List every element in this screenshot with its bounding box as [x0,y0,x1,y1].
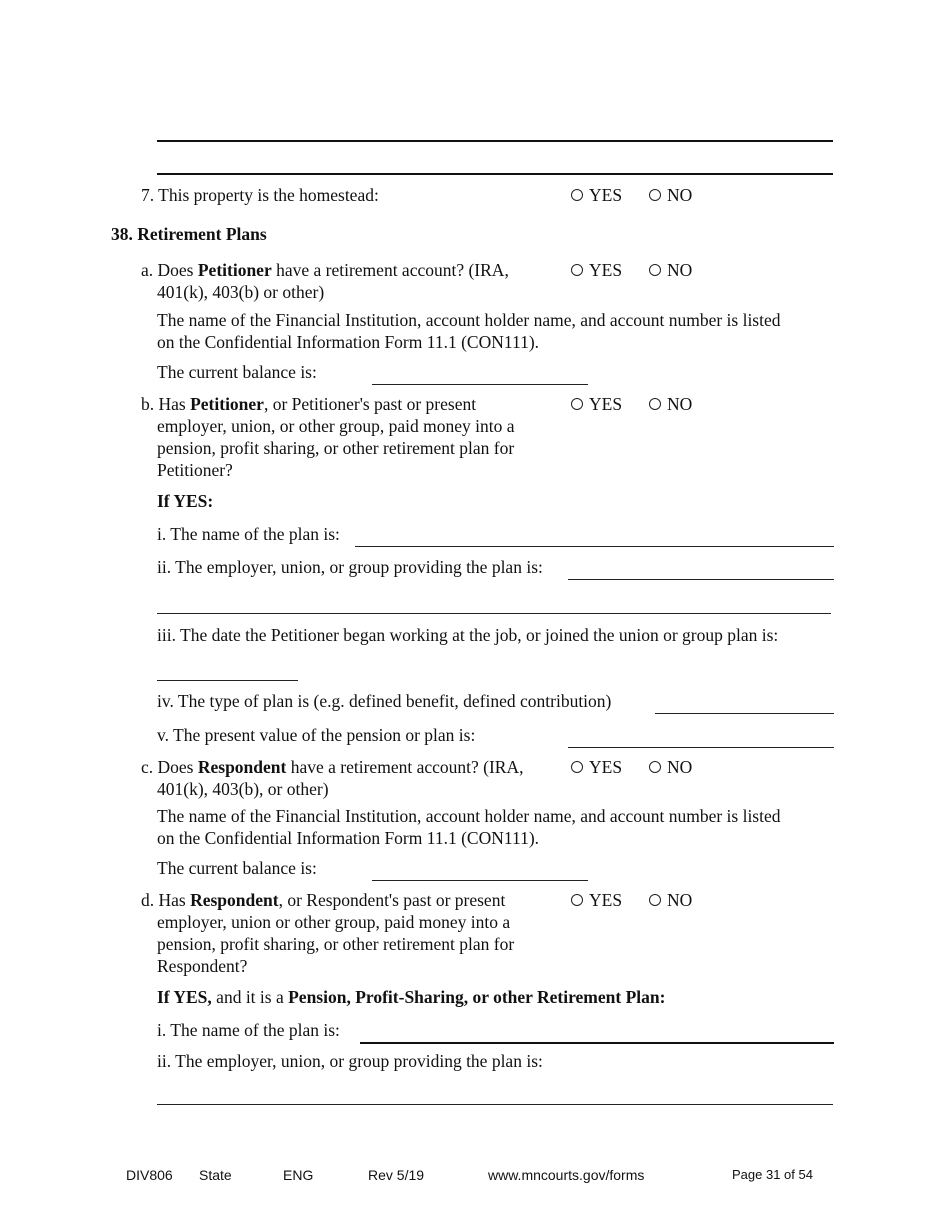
radio-circle-icon [571,264,583,276]
footer-language: ENG [283,1167,314,1183]
blank-line-2[interactable] [157,173,833,175]
question-b-plan-name-field[interactable] [355,546,834,547]
question-d-plan-name-label: i. The name of the plan is: [157,1020,340,1040]
question-b-line2: employer, union, or other group, paid money into a [157,416,515,436]
question-c-balance-label: The current balance is: [157,858,317,878]
radio-circle-icon [571,398,583,410]
radio-circle-icon [571,894,583,906]
radio-circle-icon [571,189,583,201]
question-c-info-line2: on the Confidential Information Form 11.1 (CON111). [157,828,540,848]
radio-circle-icon [649,189,661,201]
footer-page-number: Page 31 of 54 [732,1167,813,1182]
question-b-employer-field-continued[interactable] [157,613,831,614]
homestead-yes-radio[interactable]: YES [571,184,622,206]
question-d-employer-field[interactable] [157,1104,833,1105]
footer-scope: State [199,1167,232,1183]
question-b-present-value-field[interactable] [568,747,834,748]
question-b-start-date-field[interactable] [157,680,298,681]
radio-circle-icon [649,398,661,410]
homestead-question: 7. This property is the homestead: [141,185,379,205]
question-d-if-yes: If YES, and it is a Pension, Profit-Sharing, or other Retirement Plan: [157,987,666,1007]
question-a-no-radio[interactable]: NO [649,259,692,281]
question-c-yes-radio[interactable]: YES [571,756,622,778]
question-d-line3: pension, profit sharing, or other retirement plan for [157,934,515,954]
question-d-line2: employer, union or other group, paid money into a [157,912,511,932]
question-a-balance-label: The current balance is: [157,362,317,382]
question-a-line1: a. Does Petitioner have a retirement account? (IRA, [141,260,509,280]
question-a-yes-radio[interactable]: YES [571,259,622,281]
question-c-line2: 401(k), 403(b), or other) [157,779,329,799]
question-b-employer-label: ii. The employer, union, or group providing the plan is: [157,557,543,577]
question-d-line1: d. Has Respondent, or Respondent's past or present [141,890,506,910]
radio-circle-icon [649,264,661,276]
question-b-line1: b. Has Petitioner, or Petitioner's past or present [141,394,477,414]
radio-circle-icon [649,761,661,773]
section-heading: 38. Retirement Plans [111,224,267,244]
footer-url[interactable]: www.mncourts.gov/forms [488,1167,645,1183]
question-c-no-radio[interactable]: NO [649,756,692,778]
question-b-line3: pension, profit sharing, or other retirement plan for [157,438,515,458]
radio-circle-icon [649,894,661,906]
question-b-present-value-label: v. The present value of the pension or plan is: [157,725,476,745]
question-b-plan-type-label: iv. The type of plan is (e.g. defined benefit, defined contribution) [157,691,612,711]
question-b-if-yes: If YES: [157,491,214,511]
question-b-employer-field[interactable] [568,579,834,580]
question-d-yes-radio[interactable]: YES [571,889,622,911]
question-a-balance-field[interactable] [372,384,588,385]
question-d-no-radio[interactable]: NO [649,889,692,911]
footer-form-number: DIV806 [126,1167,173,1183]
question-a-info-line1: The name of the Financial Institution, account holder name, and account number is listed [157,310,781,330]
radio-circle-icon [571,761,583,773]
question-b-line4: Petitioner? [157,460,233,480]
homestead-no-radio[interactable]: NO [649,184,692,206]
question-b-plan-name-label: i. The name of the plan is: [157,524,340,544]
question-b-plan-type-field[interactable] [655,713,834,714]
footer-revision: Rev 5/19 [368,1167,425,1183]
question-d-line4: Respondent? [157,956,248,976]
question-d-plan-name-field[interactable] [360,1042,834,1044]
question-c-info-line1: The name of the Financial Institution, account holder name, and account number is listed [157,806,781,826]
question-a-info-line2: on the Confidential Information Form 11.1 (CON111). [157,332,540,352]
question-d-employer-label: ii. The employer, union, or group providing the plan is: [157,1051,543,1071]
question-c-balance-field[interactable] [372,880,588,881]
question-b-start-date-label: iii. The date the Petitioner began working at the job, or joined the union or group plan is: [157,625,779,645]
blank-line-1[interactable] [157,140,833,142]
question-a-line2: 401(k), 403(b) or other) [157,282,325,302]
question-b-no-radio[interactable]: NO [649,393,692,415]
question-c-line1: c. Does Respondent have a retirement account? (IRA, [141,757,524,777]
question-b-yes-radio[interactable]: YES [571,393,622,415]
